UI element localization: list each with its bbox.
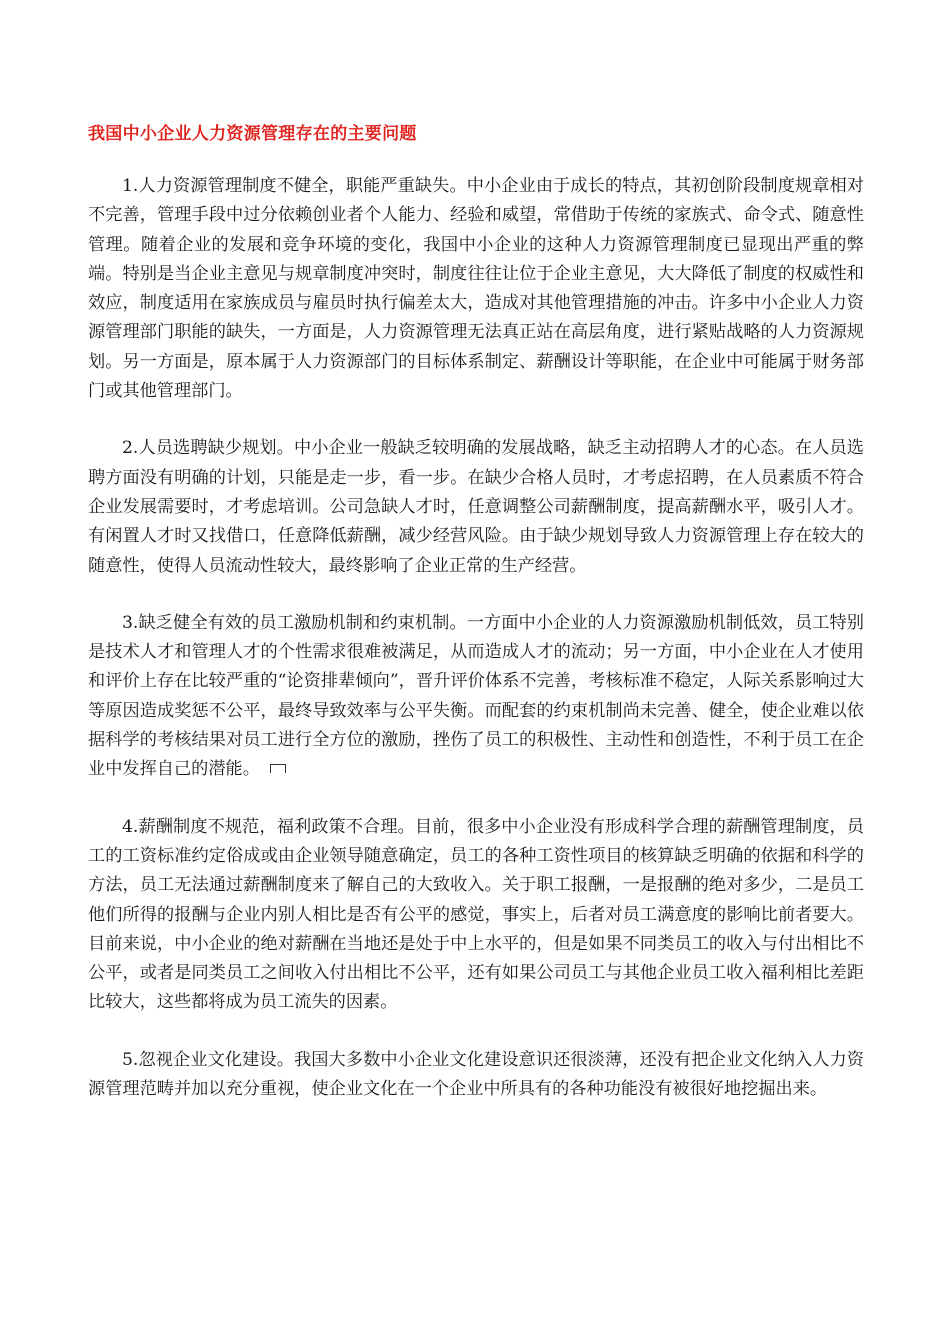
paragraph-3 (88, 609, 864, 785)
paragraph-1-text: 1.人力资源管理制度不健全，职能严重缺失。中小企业由于成长的特点，其初创阶段制度规章相对不完善，管理手段中过分依赖创业者个人能力、经验和威望，常借助于传统的家族式、命令式、随意性管理。随着企业的发展和竞争环境的变化，我国中小企业的这种人力资源管理制度已显现出严重的弊端。特别是当企业主意见与规章制度冲突时，制度往往让位于企业主意见，大大降低了制度的权威性和效应，制度适用在家族成员与雇员时执行偏差太大，造成对其他管理措施的冲击。许多中小企业人力资源管理部门职能的缺失，一方面是，人力资源管理无法真正站在高层角度，进行紧贴战略的人力资源规划。另一方面是，原本属于人力资源部门的目标体系制定、薪酬设计等职能，在企业中可能属于财务部门或其他管理部门。 (88, 176, 864, 402)
paragraph-3-text: 3.缺乏健全有效的员工激励机制和约束机制。一方面中小企业的人力资源激励机制低效，员工特别是技术人才和管理人才的个性需求很难被满足，从而造成人才的流动；另一方面，中小企业在人才使用和评价上存在比较严重的“论资排辈倾向”，晋升评价体系不完善，考核标准不稳定，人际关系影响过大等原因造成奖惩不公平，最终导致效率与公平失衡。而配套的约束机制尚未完善、健全，使企业难以依据科学的考核结果对员工进行全方位的激励，挫伤了员工的积极性、主动性和创造性，不利于员工在企业中发挥自己的潜能。 (88, 612, 864, 780)
document-page (88, 122, 864, 1132)
document-title: 我国中小企业人力资源管理存在的主要问题 (88, 124, 417, 144)
paragraph-2-text: 2.人员选聘缺少规划。中小企业一般缺乏较明确的发展战略，缺乏主动招聘人才的心态。在人员选聘方面没有明确的计划，只能是走一步，看一步。在缺少合格人员时，才考虑招聘，在人员素质不符合企业发展需要时，才考虑培训。公司急缺人才时，任意调整公司薪酬制度，提高薪酬水平，吸引人才。有闲置人才时又找借口，任意降低薪酬，减少经营风险。由于缺少规划导致人力资源管理上存在较大的随意性，使得人员流动性较大，最终影响了企业正常的生产经营。 (88, 438, 864, 576)
paragraph-1 (88, 172, 864, 406)
paragraph-5-text: 5.忽视企业文化建设。我国大多数中小企业文化建设意识还很淡薄，还没有把企业文化纳入人力资源管理范畴并加以充分重视，使企业文化在一个企业中所具有的各种功能没有被很好地挖掘出来。 (88, 1049, 864, 1100)
paragraph-end-mark-icon (270, 764, 286, 773)
paragraph-4-text: 4.薪酬制度不规范，福利政策不合理。目前，很多中小企业没有形成科学合理的薪酬管理制度，员工的工资标准约定俗成或由企业领导随意确定，员工的各种工资性项目的核算缺乏明确的依据和科学的方法，员工无法通过薪酬制度来了解自己的大致收入。关于职工报酬，一是报酬的绝对多少，二是员工他们所得的报酬与企业内别人相比是否有公平的感觉，事实上，后者对员工满意度的影响比前者要大。目前来说，中小企业的绝对薪酬在当地还是处于中上水平的，但是如果不同类员工的收入与付出相比不公平，或者是同类员工之间收入付出相比不公平，还有如果公司员工与其他企业员工收入福利相比差距比较大，这些都将成为员工流失的因素。 (88, 816, 864, 1013)
paragraph-4 (88, 813, 864, 1018)
paragraph-2 (88, 434, 864, 580)
paragraph-5 (88, 1046, 864, 1105)
